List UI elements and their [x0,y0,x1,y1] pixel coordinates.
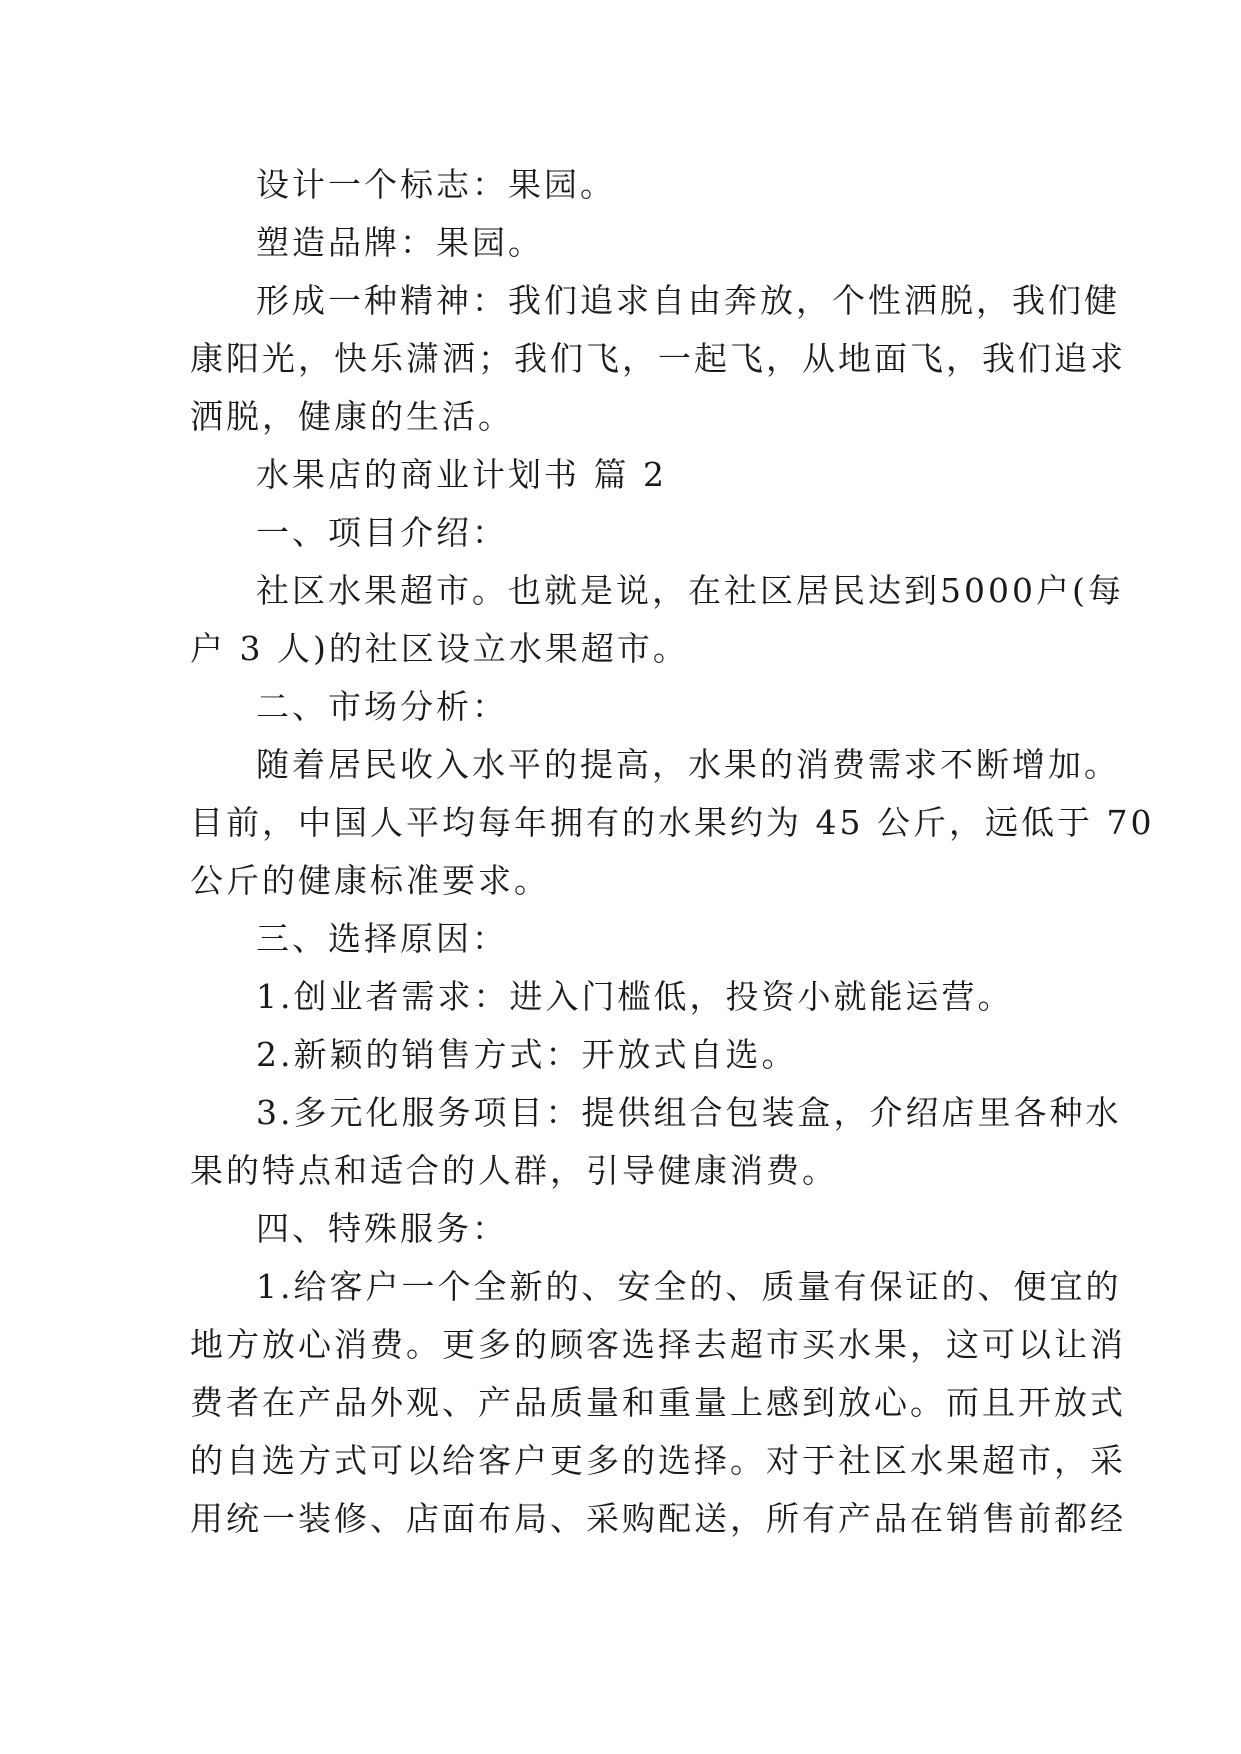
list-item-reason-1: 1.创业者需求：进入门槛低，投资小就能运营。 [256,977,1014,1016]
heading-market-analysis: 二、市场分析： [256,687,508,726]
paragraph-logo: 设计一个标志：果园。 [256,165,616,204]
list-item-service-1-line-4: 的自选方式可以给客户更多的选择。对于社区水果超市，采 [190,1441,1126,1480]
paragraph-market-line-2: 目前，中国人平均每年拥有的水果约为 45 公斤，远低于 70 [190,803,1155,842]
list-item-reason-3-line-2: 果的特点和适合的人群，引导健康消费。 [190,1151,838,1190]
paragraph-market-line-3: 公斤的健康标准要求。 [190,861,550,900]
paragraph-intro-line-1: 社区水果超市。也就是说，在社区居民达到5000户(每 [256,571,1124,610]
heading-special-services: 四、特殊服务： [256,1209,508,1248]
paragraph-spirit-line-2: 康阳光，快乐潇洒；我们飞，一起飞，从地面飞，我们追求 [190,339,1126,378]
list-item-service-1-line-3: 费者在产品外观、产品质量和重量上感到放心。而且开放式 [190,1383,1126,1422]
heading-reasons: 三、选择原因： [256,919,508,958]
paragraph-market-line-1: 随着居民收入水平的提高，水果的消费需求不断增加。 [256,745,1120,784]
list-item-reason-3-line-1: 3.多元化服务项目：提供组合包装盒，介绍店里各种水 [256,1093,1122,1132]
heading-project-intro: 一、项目介绍： [256,513,508,552]
paragraph-spirit-line-3: 洒脱，健康的生活。 [190,397,514,436]
paragraph-brand: 塑造品牌：果园。 [256,223,544,262]
list-item-service-1-line-2: 地方放心消费。更多的顾客选择去超市买水果，这可以让消 [190,1325,1126,1364]
section-heading: 水果店的商业计划书 篇 2 [256,455,667,494]
list-item-service-1-line-1: 1.给客户一个全新的、安全的、质量有保证的、便宜的 [256,1267,1122,1306]
paragraph-spirit-line-1: 形成一种精神：我们追求自由奔放，个性洒脱，我们健 [256,281,1120,320]
list-item-reason-2: 2.新颖的销售方式：开放式自选。 [256,1035,798,1074]
paragraph-intro-line-2: 户 3 人)的社区设立水果超市。 [190,629,689,668]
list-item-service-1-line-5: 用统一装修、店面布局、采购配送，所有产品在销售前都经 [190,1499,1126,1538]
